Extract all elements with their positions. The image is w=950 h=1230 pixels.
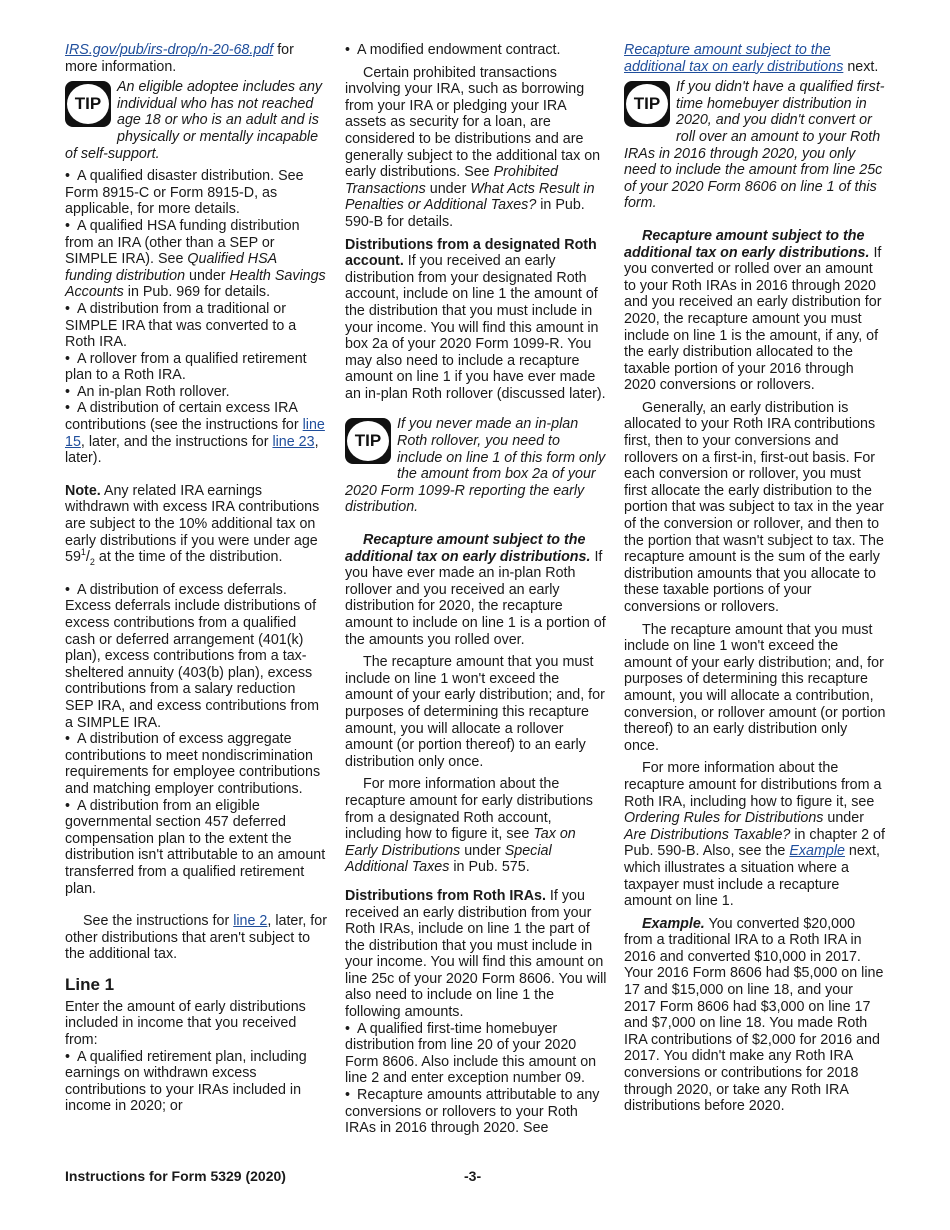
tip-box: [65, 79, 327, 162]
roth-ira-heading: Distributions from Roth IRAs.: [345, 887, 546, 904]
recapture-heading: Recapture amount subject to the additional tax on early distributions.: [345, 532, 591, 565]
more-info-paragraph: For more information about the recapture amount for early distributions from a designated Roth account, including how to figure it, see Tax on Early Distributions under Special Additional Taxes in Pub. 575.: [345, 776, 593, 876]
line-1-heading: Line 1: [65, 974, 115, 994]
tip-text: If you never made an in-plan Roth rollover, you need to include on line 1 of this form only the amount from box 2a of your 2020 Form 1099-R reporting the early distribution.: [345, 416, 606, 516]
column-1: [65, 42, 327, 1115]
list-item: • A qualified disaster distribution. See Form 8915-C or Form 8915-D, as applicable, for more details.: [65, 168, 327, 218]
tip-text: If you didn't have a qualified first-time homebuyer distribution in 2020, and you didn't convert or roll over an amount to your Roth IRAs in 2016 through 2020, you only need to include the amount from line 25c of your 2020 Form 8606 on line 1 of this form.: [624, 79, 885, 212]
tip-icon: TIP: [65, 81, 111, 127]
tip-box: [624, 79, 886, 212]
note-paragraph: Note. Any related IRA earnings withdrawn with excess IRA contributions are subject to the 10% additional tax on early distributions if you were under age $59^1/_2$ at the time of the distribution.: [65, 482, 320, 568]
allocation-paragraph: Generally, an early distribution is allocated to your Roth IRA contributions first, then to your conversions and rollovers on a first-in, first-out basis. For each conversion or rollover, you must first allocate the early distribution to the portion that was subject to tax in the year of the conversion or rollover, and then to the portion that wasn't subject to tax. The recapture amount is the sum of the early distribution amounts that you allocate to these taxable portions of your conversions or rollovers.: [624, 399, 884, 615]
list-item: • A distribution of excess deferrals. Excess deferrals include distributions of excess contributions from a qualified cash or deferred arrangement (401(k) plan), excess contributions from a tax-sheltered annuity (403(b) plan), excess contributions from a salary reduction SEP IRA, and excess contributions from a SIMPLE IRA.: [65, 582, 327, 731]
recapture-heading: Recapture amount subject to the additional tax on early distributions.: [624, 227, 870, 261]
line-1-text: Enter the amount of early distributions included in income that you received from:: [65, 998, 306, 1049]
list-item: • A distribution from an eligible governmental section 457 deferred compensation plan to the extent the distribution isn't attributable to an amount transferred from a qualified retirement plan.: [65, 798, 327, 898]
designated-roth-heading: Distributions from a designated Roth account.: [345, 236, 597, 270]
recapture-paragraph: Recapture amount subject to the additional tax on early distributions. If you have ever made an in-plan Roth rollover and you received an early distribution for 2020, the recapture amount to include on line 1 is a portion of the amounts you rolled over.: [345, 532, 606, 648]
list-item: • A qualified retirement plan, including earnings on withdrawn excess contributions to your IRAs included in income in 2020; or: [65, 1049, 327, 1115]
more-info-paragraph: For more information about the recapture amount for distributions from a Roth IRA, including how to figure it, see Ordering Rules for Distributions under Are Distributions Taxable? in chapter 2 of Pub. 590-B. Also, see the Example next, which illustrates a situation where a taxpayer must include a recapture amount on line 1.: [624, 760, 885, 910]
tip-text: An eligible adoptee includes any individual who has not reached age 18 or who is an adult and is physically or mentally incapable of self-support.: [65, 79, 323, 162]
list-item: • A rollover from a qualified retirement plan to a Roth IRA.: [65, 351, 327, 384]
list-item: • A modified endowment contract.: [345, 42, 607, 59]
prohibited-transactions-paragraph: Certain prohibited transactions involving your IRA, such as borrowing from your IRA or pledging your IRA assets as security for a loan, are considered to be distributions and are generally subject to the additional tax on early distributions. See Prohibited Transactions under What Acts Result in Penalties or Additional Taxes? in Pub. 590-B for details.: [345, 64, 601, 230]
roth-ira-paragraph: Distributions from Roth IRAs. If you received an early distribution from your Roth IRAs, include on line 1 the part of the distribution that you must include in your income. You will find this amount on line 25c of your 2020 Form 8606. You will also need to include on line 1 the following amounts.: [345, 887, 607, 1021]
intro-paragraph: IRS.gov/pub/irs-drop/n-20-68.pdf for more information.: [65, 42, 294, 75]
designated-roth-paragraph: Distributions from a designated Roth account. If you received an early distribution from your designated Roth account, include on line 1 the amount of the distribution that you must include in your income. You will find this amount in box 2a of your 2020 Form 1099-R. You may also need to include a recapture amount on line 1 if you have ever made an in-plan Roth rollover (discussed later).: [345, 236, 606, 402]
list-item: • A distribution of excess aggregate contributions to meet nondiscrimination requirements for employee contributions and matching employer contributions.: [65, 731, 327, 797]
list-item: • An in-plan Roth rollover.: [65, 384, 327, 401]
example-label: Example.: [642, 915, 705, 932]
list-item: • A qualified HSA funding distribution from an IRA (other than a SEP or SIMPLE IRA). See Qualified HSA funding distribution under Health Savings Accounts in Pub. 969 for details.: [65, 218, 327, 301]
see-instructions-paragraph: See the instructions for line 2, later, for other distributions that aren't subject to the additional tax.: [65, 913, 327, 963]
list-item: • Recapture amounts attributable to any conversions or rollovers to your Roth IRAs in 2016 through 2020. See: [345, 1087, 607, 1137]
irs-drop-link[interactable]: IRS.gov/pub/irs-drop/n-20-68.pdf: [65, 42, 274, 58]
line-23-link[interactable]: line 23: [272, 433, 315, 450]
list-item: • A qualified first-time homebuyer distribution from line 20 of your 2020 Form 8606. Also include this amount on line 2 and enter exception number 09.: [345, 1021, 607, 1087]
recapture-link[interactable]: Recapture amount subject to the additional tax on early distributions: [624, 42, 844, 75]
example-link[interactable]: Example: [789, 843, 845, 860]
page-number: -3-: [464, 1168, 482, 1184]
column-3: [624, 42, 886, 1115]
tip-icon: TIP: [624, 81, 670, 127]
list-item: • A distribution from a traditional or SIMPLE IRA that was converted to a Roth IRA.: [65, 301, 327, 351]
list-item: • A distribution of certain excess IRA contributions (see the instructions for line 15, later, and the instructions for line 23, later).: [65, 400, 327, 466]
footer-form-title: Instructions for Form 5329 (2020): [65, 1168, 286, 1184]
recapture-limit-paragraph: The recapture amount that you must include on line 1 won't exceed the amount of your early distribution; and, for purposes of determining this recapture amount, you will allocate a rollover amount (or portion thereof) to an early distribution only once.: [345, 654, 605, 770]
example-paragraph: Example. You converted $20,000 from a traditional IRA to a Roth IRA in 2016 and converted $10,000 in 2017. Your 2016 Form 8606 had $5,000 on line 17 and $15,000 on line 18, and your 2017 Form 8606 had $3,000 on line 17 and $7,000 on line 18. You made Roth IRA contributions of $2,000 for 2016 and 2017. You didn't make any Roth IRA conversions or contributions for 2018 through 2020, or take any Roth IRA distributions before 2020.: [624, 915, 884, 1115]
recapture-paragraph: Recapture amount subject to the additional tax on early distributions. If you converted or rolled over an amount to your Roth IRAs in 2016 through 2020 and you received an early distribution for 2020, the recapture amount you must include on line 1 is the amount, if any, of the early distribution allocated to the taxable portion of your 2016 through 2020 conversions or rollovers.: [624, 227, 882, 394]
recapture-limit-paragraph: The recapture amount that you must include on line 1 won't exceed the amount of your early distribution; and, for purposes of determining this recapture amount, you will allocate a contribution, conversion, or rollover amount (or portion thereof) to an early distribution only once.: [624, 621, 886, 754]
top-paragraph: Recapture amount subject to the additional tax on early distributions next.: [624, 42, 879, 75]
line-15-link[interactable]: line 15: [65, 417, 325, 450]
tip-box: [345, 416, 607, 516]
column-2: [345, 42, 607, 1137]
tip-icon: TIP: [345, 418, 391, 464]
line-2-link[interactable]: line 2: [233, 913, 268, 930]
